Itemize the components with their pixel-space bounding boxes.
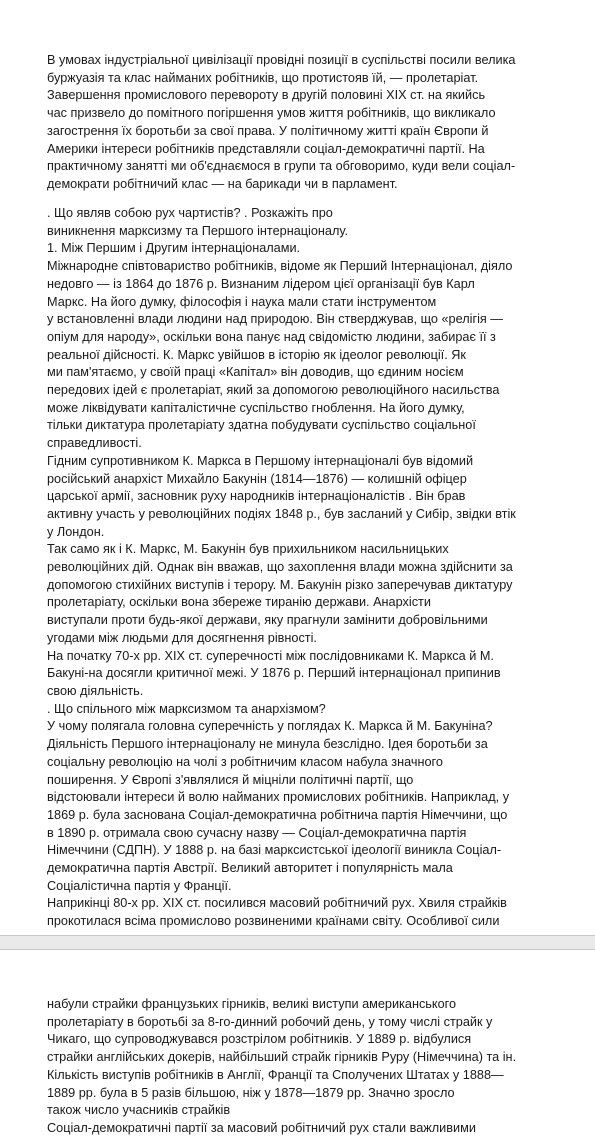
document-page-2 xyxy=(0,950,595,1135)
continued-text-block: набули страйки французьких гірників, великі виступи американського пролетаріату в боротьбі за 8-го-динний робочий день, у тому числі страйк у Чикаго, що супроводжувався розстрілом робітників. У 1889 р. відбулися страйки англійських докерів, найбільший страйк гірників Руру (Німеччина) та ін. Кількість виступів робітників в Англії, Франції та Сполучених Штатах у 1888— 1889 рр. була в 5 разів більшою, ніж у 1878—1879 рр. Значно зросло також число учасників страйків Соціал-демократичні партії за масовий робітничий рух стали важливими xyxy=(47,997,517,1135)
main-text-block: . Що являв собою рух чартистів? . Розкажіть про виникнення марксизму та Першого інтернаціоналу. 1. Між Першим і Другим інтернаціоналами. Міжнародне співтовариство робітників, відоме як Перший Інтернаціонал, діяло недовго — із 1864 до 1876 р. Визнаним лідером цієї організації був Карл Маркс. На його думку, філософія і наука мали стати інструментом у встановленні влади людини над природою. Він стверджував, що «релігія — опіум для народу», оскільки вона панує над свідомістю людини, забирає її з реальної дійсності. К. Маркс увійшов в історію як ідеолог революції. Як ми пам'ятаємо, у своїй праці «Капітал» він доводив, що єдиним носієм передових ідей є пролетаріат, який за допомогою революційного насильства може ліквідувати капіталістичне суспільство гноблення. На його думку, тільки диктатура пролетаріату здатна побудувати суспільство соціальної справедливості. Гідним супротивником К. Маркса в Першому інтернаціоналі був відомий російський анархіст Михайло Бакунін (1814—1876) — колишній офіцер царської армії, засновник руху народників інтернаціоналістів . Він брав активну участь у революційних подіях 1848 р., був засланий у Сибір, звідки втік у Лондон. Так само як і К. Маркс, М. Бакунін був прихильником насильницьких революційних дій. Однак він вважав, що захоплення влади можна здійснити за допомогою стихійних виступів і терору. М. Бакунін різко заперечував диктатуру пролетаріату, оскільки вона збереже тиранію держави. Анархісти виступали проти будь-якої держави, яку прагнули замінити добровільними угодами між людьми для досягнення рівності. На початку 70-х рр. XIX ст. суперечності між послідовниками К. Маркса й М. Бакуні-на досягли критичної межі. У 1876 р. Перший інтернаціонал припинив свою діяльність. . Що спільного між марксизмом та анархізмом? У чому полягала головна суперечність у поглядах К. Маркса й М. Бакуніна? Діяльність Першого інтернаціоналу не минула безслідно. Ідея боротьби за соціальну революцію на чолі з робітничим класом набула значного поширення. У Європі з'являлися й міцніли політичні партії, що відстоювали інтереси й волю найманих промислових робітників. Наприклад, у 1869 р. була заснована Соціал-демократична робітнича партія Німеччини, що в 1890 р. отримала свою сучасну назву — Соціал-демократична партія Німеччини (СДПН). У 1888 р. на базі марксистської ідеології виникла Соціал- демократична партія Австрії. Великий авторитет і популярність мала Соціалістична партія у Франції. Наприкінці 80-х рр. XIX ст. посилився масовий робітничий рух. Хвиля страйків прокотилася всіма промислово розвиненими країнами світу. Особливої сили xyxy=(47,206,516,929)
intro-paragraph: В умовах індустріальної цивілізації провідні позиції в суспільстві посили велика буржуазія та клас найманих робітників, що протистояв їй, — пролетаріат. Завершення промислового перевороту в другій половині XIX ст. на якийсь час призвело до помітного погіршення умов життя робітників, що викликало загострення їх боротьби за свої права. У політичному житті країн Європи й Америки інтереси робітників представляли соціал-демократичні партії. На практичному занятті ми об'єднаємося в групи та обговоримо, куди вели соціал- демократи робітничий клас — на барикади чи в парламент. xyxy=(47,53,516,191)
page-separator xyxy=(0,935,595,950)
